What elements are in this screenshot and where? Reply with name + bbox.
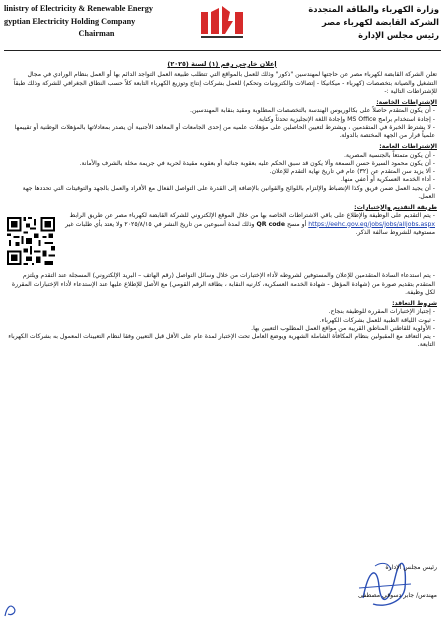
announcement-body xyxy=(7,60,437,350)
hiring-item: - الأولوية للقاطني المناطق القريبة من مواقع العمل المطلوب التعيين بها. xyxy=(251,324,435,332)
ministry-name-en: linistry of Electricity & Renewable Energy xyxy=(4,4,153,13)
header-divider xyxy=(4,50,441,51)
announcement-title: إعلان خارجي رقم (١) لسنة (٢٠٢٥) xyxy=(167,60,277,68)
ministry-name-ar: وزارة الكهرباء والطاقة المتجددة xyxy=(308,4,439,14)
hiring-item: - يتم التعاقد مع المقبولين بنظام المكافأة الشاملة الشهرية ويوضع العامل تحت الإختبار لمدة عام على الأقل قبل التعيين وفقا لنظام التعيينات المعمول به بشركات الكهرباء التابعة. xyxy=(8,333,435,349)
general-item: - ألا يزيد سن المتقدم عن (٣٢) عام في تاريخ نهاية التقدم للإعلان. xyxy=(269,168,435,175)
signature-title: رئيس مجلس الإدارة xyxy=(385,564,437,571)
application-heading: طريقة التقديم والإختبارات: xyxy=(354,204,437,211)
signature-name: مهندس/ جابر دسوقي مصطفى xyxy=(358,592,437,599)
apply-item: - يتم استدعاء السادة المتقدمين للإعلان والمستوفين لشروطه لأداء الإختبارات من خلال وسائل التواصل (رقم الهاتف – البريد الإلكتروني) المسجلة عند التقدم ويلتزم المتقدم بتقديم صورة من (شهادة المؤهل - شهادة الخدمة العسكرية، كارنيه النقابة ، بطاقة الرقم القومي) مع الأصل للإطلاع عليها عند الإستدعاء لأداء الإختبارات المقررة لكل وظيفة. xyxy=(11,272,435,296)
general-requirements-heading: الإشتراطات العامة: xyxy=(379,143,437,151)
apply-duration-text: وذلك لمدة أسبوعين من تاريخ النشر في ٢٠٢٥/٨/١٥ ولا يعتد بأي طلبات غير مستوفية للشروط سالفة الذكر. xyxy=(65,220,435,236)
company-name-ar: الشركة القابضة لكهرباء مصر xyxy=(322,16,439,27)
hiring-item: - ثبوت اللياقة الطبية للعمل بشركات الكهرباء. xyxy=(319,316,435,324)
company-name-en: gyptian Electricity Holding Company xyxy=(4,16,136,26)
header-english xyxy=(4,3,189,41)
special-item: - لا يشترط الخبرة في المتقدمين ، ويشترط لتعيين الحاصلين على مؤهلات علميه من إحدى الجامعات أو المعاهد الأجنبية أن يصدر بمعادلاتها بالمؤهلات الوطنية أو تقييمها علمياً قرار من الجهة المختصة بالدولة. xyxy=(14,123,435,139)
jobs-link[interactable]: https://eehc.gov.eg/jobs/jobs/alljobs.aspx xyxy=(308,220,435,228)
signature-block xyxy=(337,563,437,601)
general-item: - أن يكون متمتعاً بالجنسية المصرية. xyxy=(343,151,435,159)
chairman-label-en: Chairman xyxy=(78,29,115,38)
general-item: - أن يجيد العمل ضمن فريق وكذا الإنضباط والإلتزام باللوائح والقوانين بالإضافة إلى القدرة على التواصل الفعال مع الأفراد والعمل بالجهد والتوقيتات التي تحددها جهة العمل. xyxy=(22,184,435,200)
header-arabic xyxy=(234,3,439,41)
general-item: - أداء الخدمة العسكرية أو أعفي منها. xyxy=(340,176,435,184)
general-item: - أن يكون محمود السيرة حسن السمعة وألا يكون قد سبق الحكم عليه بعقوبة جنائية أو بعقوبه مقيدة لحرية في جريمة مخلة بالشرف والأمانة. xyxy=(79,159,435,167)
qr-code-icon[interactable] xyxy=(5,215,57,267)
hiring-item: - إجتياز الإختبارات المقرره للوظيفة بنجاح. xyxy=(328,308,435,316)
special-item: - إجادة استخدام برامج MS Office وإجادة اللغة الإنجليزية تحدثاً وكتابة. xyxy=(256,115,435,123)
hiring-conditions-heading: شروط التعاقد: xyxy=(392,300,437,307)
application-block xyxy=(7,212,437,270)
handwritten-mark xyxy=(2,600,18,620)
scan-text: أو مسح xyxy=(286,220,307,228)
special-item: - أن يكون المتقدم حاصلاً على بكالوريوس الهندسة بالتخصصات المطلوبة ومقيد بنقابة المهندسين. xyxy=(190,107,435,115)
special-requirements-heading: الإشتراطات الخاصة: xyxy=(376,99,437,106)
qr-code-label: QR code xyxy=(256,220,285,228)
apply-step-text: - يتم التقديم على الوظيفة والإطلاع على باقي الاشتراطات الخاصه بها من خلال الموقع الإلكتروني للشركة القابضة لكهرباء مصر عن طريق الرابط xyxy=(69,212,435,220)
intro-paragraph: تعلن الشركة القابضة لكهرباء مصر عن حاجتها لمهندسين "ذكور" وذلك للعمل بالمواقع التي تتطلب طبيعة العمل التواجد الدائم بها أو العمل بنظام الورادي في مجال التشغيل والصيانة بتخصصات (كهرباء - ميكانيكا - إتصالات والكترونيات وتحكم) للعمل بشركات إنتاج وتوزيع الكهرباء التابعة كلاً حسب النطاق الجغرافي للشركة وذلك طبقاً للإشتراطات التالية :- xyxy=(13,71,437,95)
chairman-label-ar: رئيس مجلس الإدارة xyxy=(358,29,439,40)
